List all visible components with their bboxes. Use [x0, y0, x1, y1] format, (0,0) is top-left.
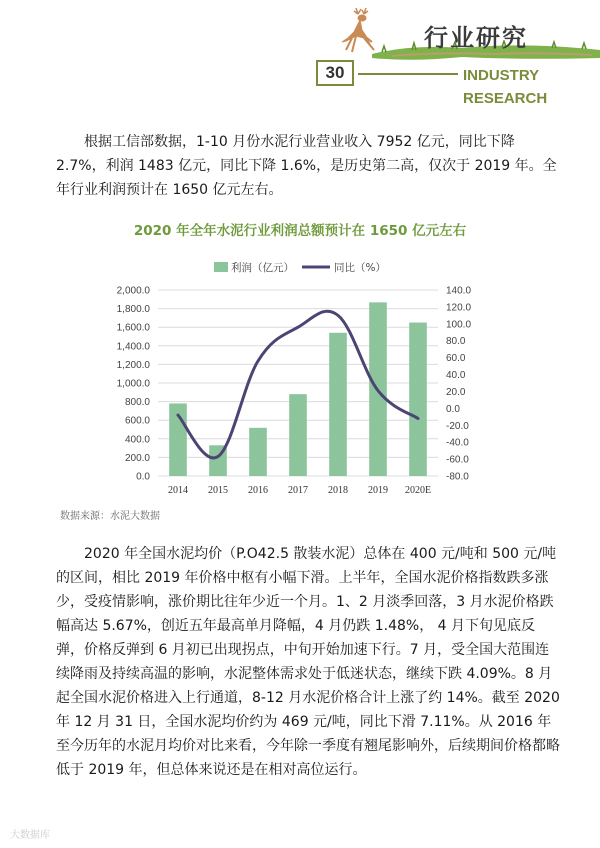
- left-axis-tick-label: 1,600.0: [116, 322, 150, 334]
- bar-2020E: [409, 323, 427, 476]
- right-axis-tick-label: 100.0: [446, 319, 472, 331]
- x-axis-tick-label: 2018: [328, 485, 348, 496]
- right-axis-tick-label: 20.0: [446, 386, 466, 398]
- left-axis-tick-label: 1,000.0: [116, 378, 150, 390]
- source-note: 数据来源：水泥大数据: [60, 511, 160, 522]
- price-paragraph: 2020 年全国水泥均价（P.O42.5 散装水泥）总体在 400 元/吨和 500 元/吨的区间，相比 2019 年价格中枢有小幅下滑。上半年，全国水泥价格指数跌多涨少，受疫情影响，涨价期比往年少近一个月。1、2 月淡季回落，3 月水泥价格跌幅高达 5.67%，创近五年最高单月降幅，4 月仍跌 1.48%， 4 月下旬见底反弹，价格反弹到 6 月初已出现拐点，中旬开始加速下行。7 月，受全国大范围连续降雨及持续高温的影响，水泥整体需求处于低迷状态，继续下跌 4.09%。8 月起全国水泥价格进入上行通道，8-12 月水泥价格合计上涨了约 14%。截至 2020 年 12 月 31 日，全国水泥均价约为 469 元/吨，同比下滑 7.11%。从 2016 年至今历年的水泥月均价对比来看，今年除一季度有翘尾影响外，后续期间价格都略低于 2019 年，但总体来说还是在相对高位运行。: [56, 546, 560, 778]
- right-axis-tick-label: -60.0: [446, 454, 469, 466]
- left-axis-tick-label: 1,200.0: [116, 359, 150, 371]
- right-axis-tick-label: 140.0: [446, 285, 472, 297]
- left-axis-tick-label: 600.0: [124, 415, 150, 427]
- bar-2016: [249, 428, 267, 476]
- bar-2018: [329, 333, 347, 476]
- page-number: 30: [316, 60, 354, 86]
- x-axis-tick-label: 2016: [248, 485, 268, 496]
- intro-paragraph: 根据工信部数据，1-10 月份水泥行业营业收入 7952 亿元，同比下降 2.7%，利润 1483 亿元，同比下降 1.6%，是历史第二高，仅次于 2019 年。全年行业利润预计在 1650 亿元左右。: [56, 134, 557, 198]
- left-axis-tick-label: 0.0: [136, 471, 150, 483]
- right-axis-tick-label: -20.0: [446, 420, 469, 432]
- left-axis-tick-label: 200.0: [124, 452, 150, 464]
- right-axis-tick-label: 120.0: [446, 302, 472, 314]
- x-axis-tick-label: 2015: [208, 485, 228, 496]
- right-axis-tick-label: -40.0: [446, 437, 469, 449]
- right-axis-tick-label: 0.0: [446, 403, 460, 415]
- legend-bar-swatch: [214, 262, 228, 272]
- watermark-text: 大数据库: [10, 830, 50, 841]
- left-axis-tick-label: 400.0: [124, 434, 150, 446]
- x-axis-tick-label: 2014: [168, 485, 188, 496]
- brand-title-zh: 行业研究: [424, 24, 528, 52]
- x-axis-tick-label: 2019: [368, 485, 388, 496]
- brand-title-en: [463, 64, 547, 110]
- chart-title: 2020 年全年水泥行业利润总额预计在 1650 亿元左右: [133, 223, 467, 239]
- x-axis-tick-label: 2017: [288, 485, 308, 496]
- brand-en-line1: INDUSTRY: [463, 67, 540, 84]
- left-axis-tick-label: 800.0: [124, 397, 150, 409]
- right-axis-tick-label: -80.0: [446, 471, 469, 483]
- left-axis-tick-label: 1,800.0: [116, 304, 150, 316]
- bar-2017: [289, 394, 307, 476]
- legend-line-label: 同比（%）: [334, 262, 386, 274]
- left-axis-tick-label: 1,400.0: [116, 341, 150, 353]
- legend-bar-label: 利润（亿元）: [231, 262, 294, 274]
- x-axis-tick-label: 2020E: [404, 485, 432, 496]
- right-axis-tick-label: 80.0: [446, 336, 466, 348]
- profit-chart: [0, 248, 600, 504]
- brand-en-line2: RESEARCH: [463, 90, 548, 107]
- right-axis-tick-label: 40.0: [446, 370, 466, 382]
- left-axis-tick-label: 2,000.0: [116, 285, 150, 297]
- right-axis-tick-label: 60.0: [446, 353, 466, 365]
- header-divider: [358, 73, 458, 75]
